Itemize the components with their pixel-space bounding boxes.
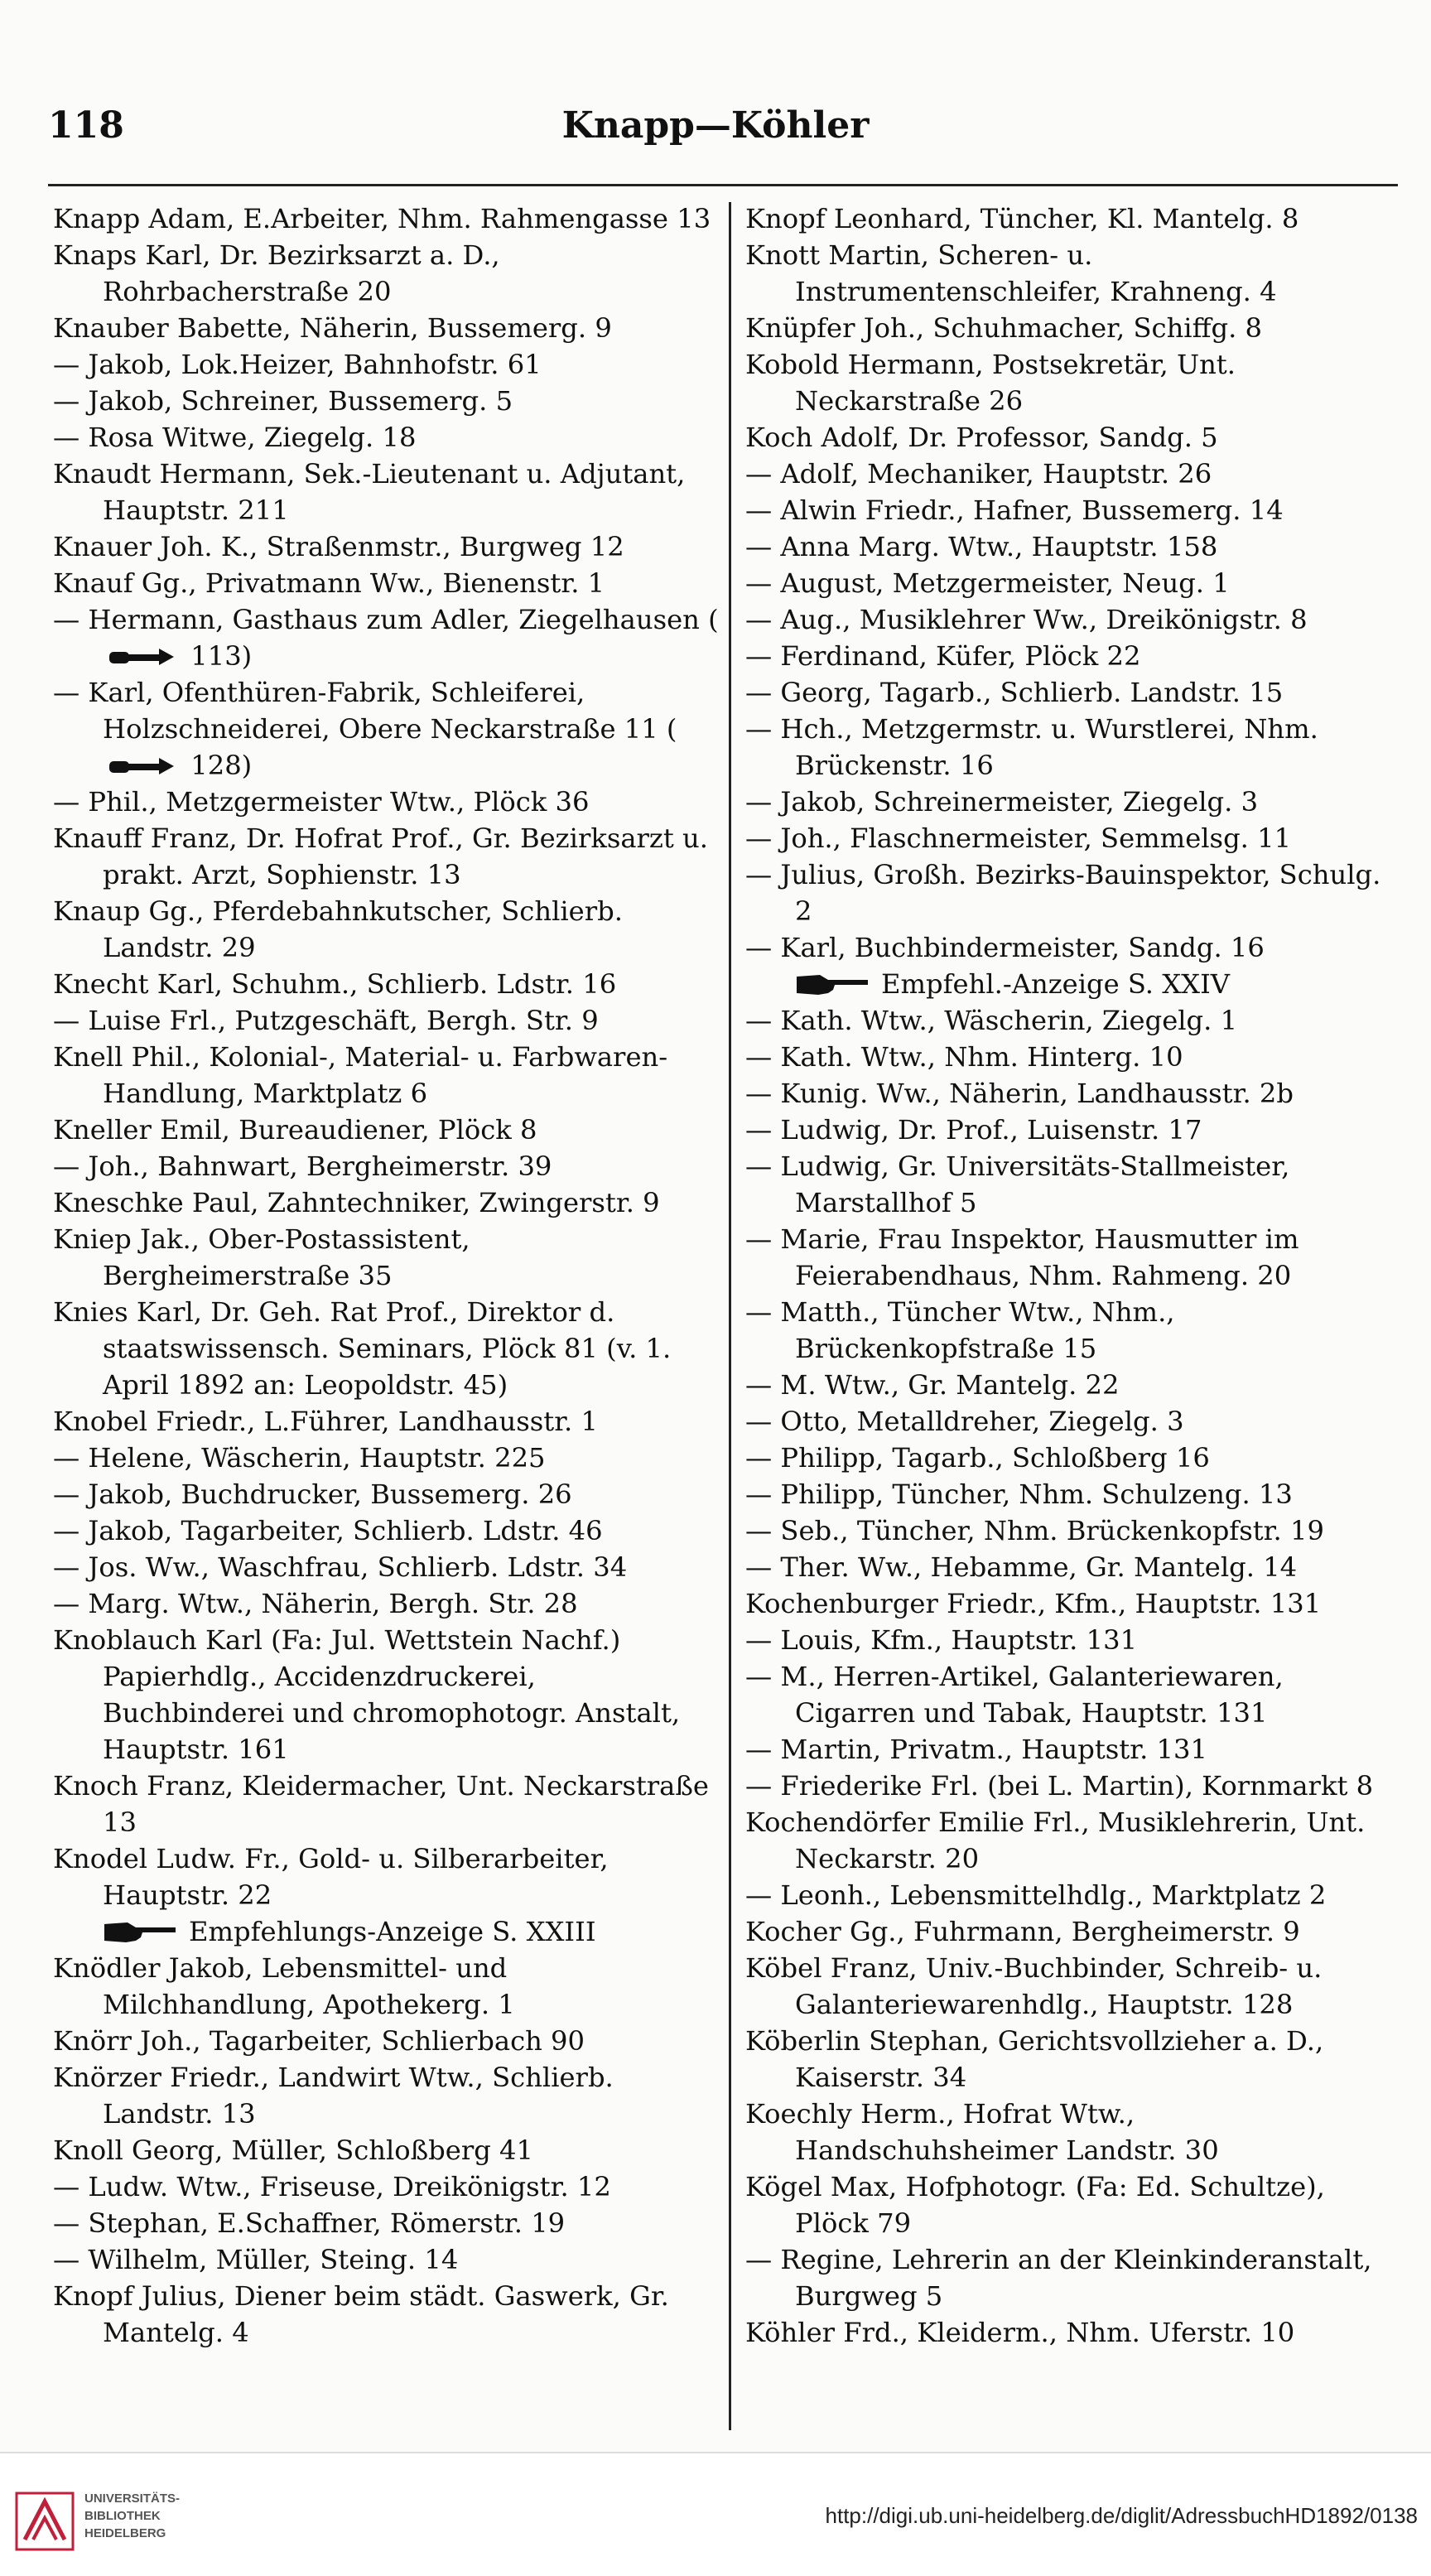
directory-entry: — Martin, Privatm., Hauptstr. 131	[745, 1734, 1207, 1765]
directory-entry	[53, 601, 722, 674]
directory-entry: Kocher Gg., Fuhrmann, Bergheimerstr. 9	[745, 1916, 1300, 1947]
running-head: Knapp—Köhler	[561, 104, 870, 147]
column-divider	[729, 202, 731, 2430]
page-number: 118	[48, 104, 124, 147]
directory-entry: — Friederike Frl. (bei L. Martin), Kornmarkt 8	[745, 1770, 1374, 1802]
directory-entry: Knobel Friedr., L.Führer, Landhausstr. 1	[53, 1406, 599, 1437]
directory-entry: Koch Adolf, Dr. Professor, Sandg. 5	[745, 422, 1218, 453]
directory-entry: Knaudt Hermann, Sek.-Lieutenant u. Adjutant, Hauptstr. 211	[53, 458, 686, 526]
directory-entry: — Ferdinand, Küfer, Plöck 22	[745, 640, 1141, 672]
library-logo-text	[84, 2490, 180, 2542]
directory-entry: — Ludwig, Dr. Prof., Luisenstr. 17	[745, 1114, 1202, 1146]
directory-entry: — Phil., Metzgermeister Wtw., Plöck 36	[53, 786, 590, 818]
directory-entry: — Rosa Witwe, Ziegelg. 18	[53, 422, 417, 453]
directory-entry: — Marg. Wtw., Näherin, Bergh. Str. 28	[53, 1588, 578, 1619]
directory-entry: Knaps Karl, Dr. Bezirksarzt a. D., Rohrbacherstraße 20	[53, 239, 500, 307]
directory-entry: Knott Martin, Scheren- u. Instrumentenschleifer, Krahneng. 4	[745, 239, 1277, 307]
directory-entry: Knopf Leonhard, Tüncher, Kl. Mantelg. 8	[745, 203, 1299, 234]
directory-entry: — Regine, Lehrerin an der Kleinkinderanstalt, Burgweg 5	[745, 2244, 1372, 2312]
directory-entry: — Louis, Kfm., Hauptstr. 131	[745, 1624, 1138, 1656]
left-column	[53, 200, 722, 2351]
entry-text: — Hermann, Gasthaus zum Adler, Ziegelhausen (	[53, 604, 719, 635]
directory-entry: Kochenburger Friedr., Kfm., Hauptstr. 131	[745, 1588, 1322, 1619]
directory-entry: Köhler Frd., Kleiderm., Nhm. Uferstr. 10	[745, 2317, 1295, 2348]
directory-entry: — Joh., Bahnwart, Bergheimerstr. 39	[53, 1151, 552, 1182]
directory-entry: Knecht Karl, Schuhm., Schlierb. Ldstr. 16	[53, 968, 617, 1000]
directory-entry: Koechly Herm., Hofrat Wtw., Handschuhsheimer Landstr. 30	[745, 2098, 1219, 2166]
logo-line: BIBLIOTHEK	[84, 2509, 161, 2523]
directory-entry: — Kath. Wtw., Nhm. Hinterg. 10	[745, 1041, 1183, 1073]
directory-entry: — Marie, Frau Inspektor, Hausmutter im Feierabendhaus, Nhm. Rahmeng. 20	[745, 1223, 1299, 1291]
directory-entry: Knoch Franz, Kleidermacher, Unt. Neckarstraße 13	[53, 1770, 709, 1838]
telephone-icon	[108, 755, 177, 778]
directory-entry	[53, 674, 722, 784]
advert-reference-text: Empfehl.-Anzeige S. XXIV	[881, 968, 1231, 1000]
header-rule	[48, 184, 1398, 186]
directory-entry: — Jakob, Buchdrucker, Bussemerg. 26	[53, 1479, 572, 1510]
pointing-hand-icon	[103, 1919, 179, 1944]
source-url-link[interactable]: http://digi.ub.uni-heidelberg.de/diglit/AdressbuchHD1892/0138	[825, 2503, 1418, 2528]
telephone-icon	[108, 645, 177, 668]
directory-entry: Kobold Hermann, Postsekretär, Unt. Neckarstraße 26	[745, 349, 1236, 417]
directory-entry: — Jakob, Schreinermeister, Ziegelg. 3	[745, 786, 1259, 818]
directory-entry: Knauf Gg., Privatmann Ww., Bienenstr. 1	[53, 567, 605, 599]
directory-entry: Knodel Ludw. Fr., Gold- u. Silberarbeiter, Hauptstr. 22	[53, 1843, 609, 1911]
directory-entry: Kochendörfer Emilie Frl., Musiklehrerin, Unt. Neckarstr. 20	[745, 1807, 1366, 1874]
directory-entry: Knüpfer Joh., Schuhmacher, Schiffg. 8	[745, 312, 1263, 344]
directory-entry: Kögel Max, Hofphotogr. (Fa: Ed. Schultze), Plöck 79	[745, 2171, 1325, 2239]
directory-entry: — Luise Frl., Putzgeschäft, Bergh. Str. 9	[53, 1005, 599, 1036]
directory-entry: — Philipp, Tagarb., Schloßberg 16	[745, 1442, 1210, 1474]
right-column	[745, 200, 1400, 2351]
directory-entry: — August, Metzgermeister, Neug. 1	[745, 567, 1230, 599]
directory-entry: Knoblauch Karl (Fa: Jul. Wettstein Nachf.) Papierhdlg., Accidenzdruckerei, Buchbinderei und chromophotogr. Anstalt, Hauptstr. 161	[53, 1624, 681, 1765]
directory-entry: Knies Karl, Dr. Geh. Rat Prof., Direktor d. staatswissensch. Seminars, Plöck 81 (v. 1. April 1892 an: Leopoldstr. 45)	[53, 1296, 672, 1401]
directory-entry: — Jakob, Lok.Heizer, Bahnhofstr. 61	[53, 349, 542, 380]
directory-entry: — Jakob, Schreiner, Bussemerg. 5	[53, 385, 513, 417]
directory-entry: Kneller Emil, Bureaudiener, Plöck 8	[53, 1114, 537, 1146]
advert-reference-text: Empfehlungs-Anzeige S. XXIII	[189, 1916, 596, 1947]
directory-entry: Knörzer Friedr., Landwirt Wtw., Schlierb. Landstr. 13	[53, 2062, 614, 2130]
directory-entry: Kniep Jak., Ober-Postassistent, Bergheimerstraße 35	[53, 1223, 470, 1291]
phone-number: 113)	[182, 640, 253, 672]
directory-entry: — Philipp, Tüncher, Nhm. Schulzeng. 13	[745, 1479, 1293, 1510]
directory-entry: Knödler Jakob, Lebensmittel- und Milchhandlung, Apothekerg. 1	[53, 1952, 515, 2020]
directory-entry: Köberlin Stephan, Gerichtsvollzieher a. D., Kaiserstr. 34	[745, 2025, 1324, 2093]
advert-reference	[53, 1913, 722, 1950]
entry-text: — Karl, Ofenthüren-Fabrik, Schleiferei, Holzschneiderei, Obere Neckarstraße 11 (	[53, 677, 677, 745]
directory-entry: — Kunig. Ww., Näherin, Landhausstr. 2b	[745, 1078, 1294, 1109]
directory-entry: Knauff Franz, Dr. Hofrat Prof., Gr. Bezirksarzt u. prakt. Arzt, Sophienstr. 13	[53, 822, 709, 890]
directory-entry: — Aug., Musiklehrer Ww., Dreikönigstr. 8	[745, 604, 1308, 635]
directory-entry: — Karl, Buchbindermeister, Sandg. 16	[745, 932, 1265, 963]
directory-entry: — Ludwig, Gr. Universitäts-Stallmeister, Marstallhof 5	[745, 1151, 1290, 1218]
directory-entry: Knaup Gg., Pferdebahnkutscher, Schlierb. Landstr. 29	[53, 895, 623, 963]
directory-entry: Kneschke Paul, Zahntechniker, Zwingerstr. 9	[53, 1187, 660, 1218]
library-logo-icon[interactable]	[13, 2490, 76, 2553]
directory-entry: — Joh., Flaschnermeister, Semmelsg. 11	[745, 822, 1292, 854]
logo-line: UNIVERSITÄTS-	[84, 2492, 181, 2506]
directory-entry: — Ther. Ww., Hebamme, Gr. Mantelg. 14	[745, 1551, 1298, 1583]
directory-entry: Knauber Babette, Näherin, Bussemerg. 9	[53, 312, 612, 344]
directory-entry: — Hch., Metzgermstr. u. Wurstlerei, Nhm. Brückenstr. 16	[745, 713, 1318, 781]
directory-entry: — Seb., Tüncher, Nhm. Brückenkopfstr. 19	[745, 1515, 1324, 1546]
directory-entry: — Jakob, Tagarbeiter, Schlierb. Ldstr. 46	[53, 1515, 603, 1546]
directory-entry: — Adolf, Mechaniker, Hauptstr. 26	[745, 458, 1212, 490]
directory-entry: Knauer Joh. K., Straßenmstr., Burgweg 12	[53, 531, 624, 562]
logo-line: HEIDELBERG	[84, 2526, 166, 2540]
directory-entry: — Julius, Großh. Bezirks-Bauinspektor, Schulg. 2	[745, 859, 1381, 927]
directory-entry: Knörr Joh., Tagarbeiter, Schlierbach 90	[53, 2025, 585, 2057]
directory-entry: — Otto, Metalldreher, Ziegelg. 3	[745, 1406, 1184, 1437]
directory-entry: — Alwin Friedr., Hafner, Bussemerg. 14	[745, 494, 1284, 526]
directory-entry: Köbel Franz, Univ.-Buchbinder, Schreib- u. Galanteriewarenhdlg., Hauptstr. 128	[745, 1952, 1323, 2020]
directory-entry: — Kath. Wtw., Wäscherin, Ziegelg. 1	[745, 1005, 1238, 1036]
phone-number: 128)	[182, 750, 253, 781]
directory-entry: — Jos. Ww., Waschfrau, Schlierb. Ldstr. 34	[53, 1551, 628, 1583]
pointing-hand-icon	[795, 972, 871, 996]
directory-entry: — Anna Marg. Wtw., Hauptstr. 158	[745, 531, 1218, 562]
directory-entry: Knell Phil., Kolonial-, Material- u. Farbwaren-Handlung, Marktplatz 6	[53, 1041, 668, 1109]
directory-entry: — Stephan, E.Schaffner, Römerstr. 19	[53, 2207, 566, 2239]
viewer-footer	[0, 2452, 1431, 2576]
directory-entry: — Matth., Tüncher Wtw., Nhm., Brückenkopfstraße 15	[745, 1296, 1175, 1364]
directory-entry: — Leonh., Lebensmittelhdlg., Marktplatz 2	[745, 1879, 1327, 1911]
directory-entry: — Wilhelm, Müller, Steing. 14	[53, 2244, 459, 2275]
directory-entry: Knopf Julius, Diener beim städt. Gaswerk, Gr. Mantelg. 4	[53, 2280, 669, 2348]
directory-entry: Knoll Georg, Müller, Schloßberg 41	[53, 2135, 534, 2166]
directory-entry: — Georg, Tagarb., Schlierb. Landstr. 15	[745, 677, 1284, 708]
directory-entry: Knapp Adam, E.Arbeiter, Nhm. Rahmengasse 13	[53, 203, 711, 234]
advert-reference	[745, 966, 1400, 1002]
directory-entry: — M., Herren-Artikel, Galanteriewaren, Cigarren und Tabak, Hauptstr. 131	[745, 1661, 1284, 1729]
directory-entry: — M. Wtw., Gr. Mantelg. 22	[745, 1369, 1120, 1401]
directory-entry: — Ludw. Wtw., Friseuse, Dreikönigstr. 12	[53, 2171, 611, 2202]
directory-entry: — Helene, Wäscherin, Hauptstr. 225	[53, 1442, 546, 1474]
